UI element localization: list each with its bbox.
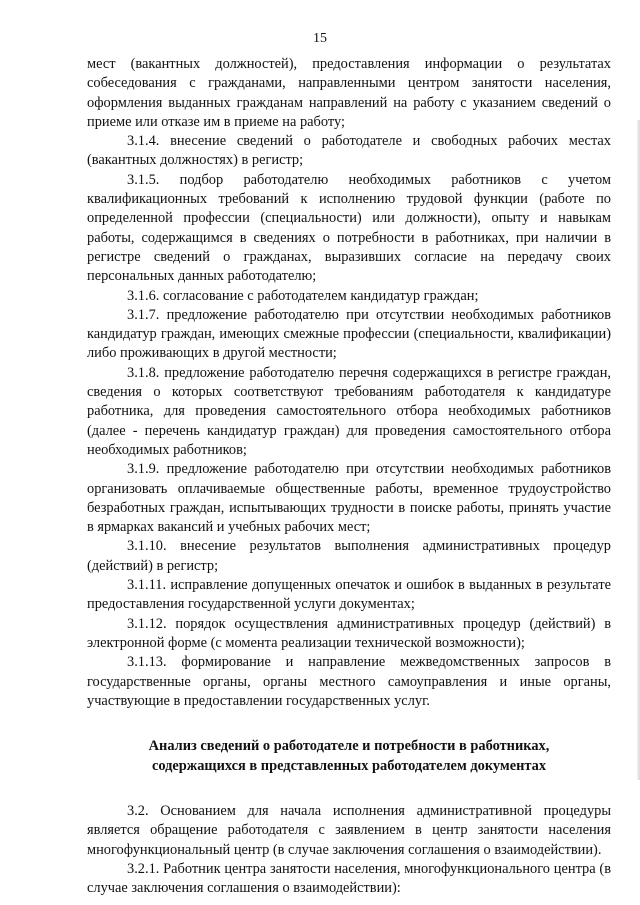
section-heading: [87, 737, 611, 776]
document-body: [87, 55, 611, 899]
paragraph-3-2-1: 3.2.1. Работник центра занятости населения, многофункционального центра (в случае заключения соглашения о взаимодействии):: [87, 860, 611, 897]
paragraph-3-1-7: 3.1.7. предложение работодателю при отсутствии необходимых работников кандидатур граждан, имеющих смежные профессии (специальности, квалификации) либо проживающих в другой местности;: [87, 306, 611, 362]
paragraph-3-1-12: 3.1.12. порядок осуществления административных процедур (действий) в электронной форме (с момента реализации технической возможности);: [87, 615, 611, 651]
paragraph-3-1-6: 3.1.6. согласование с работодателем кандидатур граждан;: [127, 287, 479, 304]
section-heading-line-2: содержащихся в представленных работодателем документах: [151, 757, 547, 774]
page-number: 15: [313, 31, 327, 46]
paragraph-3-2: 3.2. Основанием для начала исполнения административной процедуры является обращение работодателя с заявлением в центр занятости населения многофункциональный центр (в случае заключения соглашения о взаимодействии).: [87, 803, 611, 858]
paragraph-3-1-11: 3.1.11. исправление допущенных опечаток и ошибок в выданных в результате предоставления государственной услуги документах;: [87, 577, 611, 613]
paragraph-3-1-5: 3.1.5. подбор работодателю необходимых работников с учетом квалификационных требований к исполнению трудовой функции (работе по определенной профессии (специальности) или должности), опыту и навыкам работы, содержащимся в сведениях о потребности в работниках, при наличии в регистре сведений о гражданах, выразивших согласие на передачу своих персональных данных работодателю;: [87, 171, 611, 285]
paragraph-3-1-8: 3.1.8. предложение работодателю перечня содержащихся в регистре граждан, сведения о которых соответствуют требованиям работодателя к кандидатуре работника, для проведения самостоятельного отбора необходимых работников (далее - перечень кандидатур граждан) для проведения самостоятельного отбора необходимых работников;: [87, 364, 611, 458]
section-heading-line-1: Анализ сведений о работодателе и потребности в работниках,: [148, 738, 550, 755]
paragraph-3-1-4: 3.1.4. внесение сведений о работодателе и свободных рабочих местах (вакантных должностях) в регистр;: [87, 133, 611, 169]
paragraph-3-1-10: 3.1.10. внесение результатов выполнения административных процедур (действий) в регистр;: [87, 538, 611, 574]
paragraph-3-1-9: 3.1.9. предложение работодателю при отсутствии необходимых работников организовать оплачиваемые общественные работы, временное трудоустройство безработных граждан, испытывающих трудности в поиске работы, принять участие в ярмарках вакансий и учебных рабочих мест;: [87, 461, 611, 536]
paragraph-continuation: мест (вакантных должностей), предоставления информации о результатах собеседования с гражданами, направленными центром занятости населения, оформления выданных гражданам направлений на работу с указанием сведений о приеме или отказе им в приеме на работу;: [87, 56, 611, 130]
paragraph-3-1-13: 3.1.13. формирование и направление межведомственных запросов в государственные органы, органы местного самоуправления и иные органы, участвующие в предоставлении государственных услуг.: [87, 654, 611, 709]
